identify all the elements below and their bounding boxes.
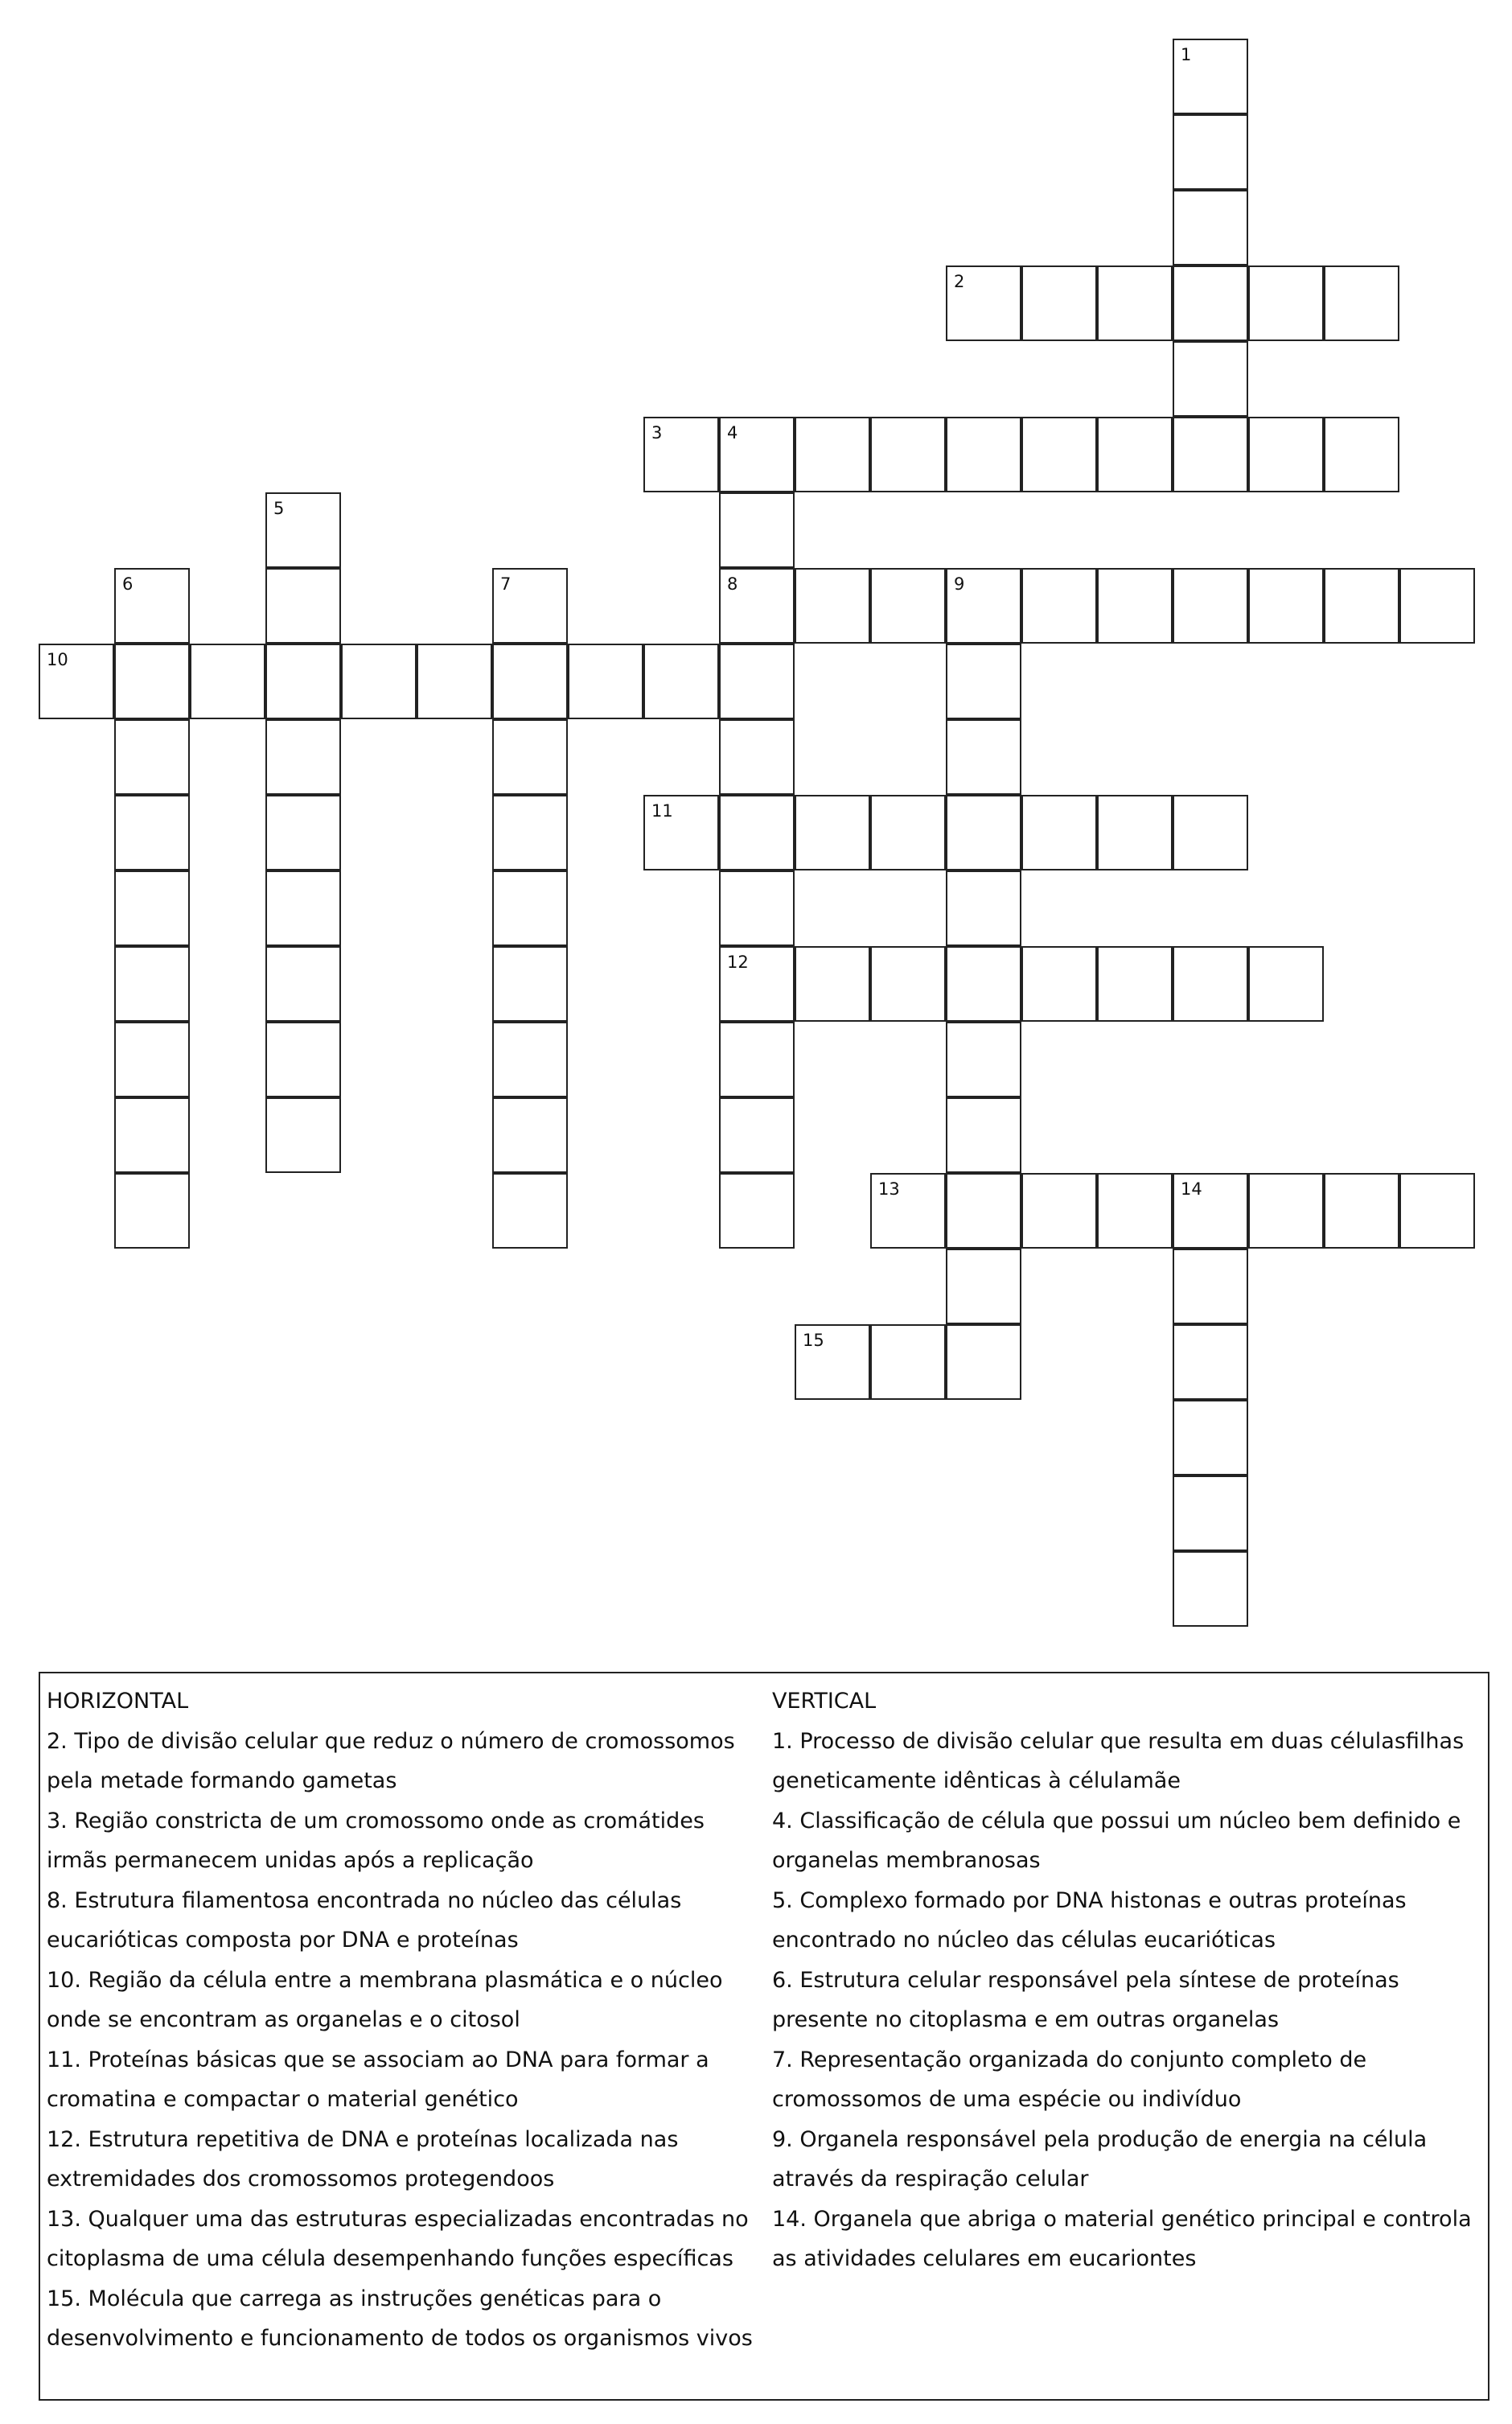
- grid-cell[interactable]: [1173, 341, 1248, 417]
- vertical-clues-title: VERTICAL: [772, 1689, 877, 1714]
- clue-horizontal-12: 12. Estrutura repetitiva de DNA e proteínas localizada nas extremidades dos cromossomos protegendoos: [47, 2126, 679, 2191]
- grid-cell[interactable]: [114, 644, 190, 719]
- grid-cell[interactable]: [114, 568, 190, 644]
- grid-cell[interactable]: [946, 719, 1021, 795]
- grid-cell[interactable]: [1173, 39, 1248, 114]
- grid-cell[interactable]: [1097, 795, 1173, 870]
- grid-cell[interactable]: [417, 644, 492, 719]
- grid-cell[interactable]: [719, 644, 795, 719]
- grid-cell[interactable]: [795, 1324, 870, 1400]
- grid-cell[interactable]: [265, 1022, 341, 1097]
- grid-cell[interactable]: [1173, 1249, 1248, 1324]
- grid-cell[interactable]: [870, 946, 946, 1022]
- grid-cell[interactable]: [1097, 1173, 1173, 1249]
- clue-number-label: 5: [273, 499, 285, 518]
- grid-cell[interactable]: [719, 417, 795, 492]
- grid-cell[interactable]: [265, 795, 341, 870]
- grid-cell[interactable]: [492, 1097, 568, 1173]
- grid-cell[interactable]: [870, 1173, 946, 1249]
- grid-cell[interactable]: [1021, 946, 1097, 1022]
- grid-cell[interactable]: [946, 1022, 1021, 1097]
- grid-cell[interactable]: [1324, 265, 1399, 341]
- grid-cell[interactable]: [946, 870, 1021, 946]
- clue-number-label: 4: [727, 423, 738, 442]
- grid-cell[interactable]: [1173, 1475, 1248, 1551]
- clue-number-label: 2: [954, 272, 965, 291]
- grid-cell[interactable]: [265, 568, 341, 644]
- grid-cell[interactable]: [1324, 1173, 1399, 1249]
- grid-cell[interactable]: [114, 870, 190, 946]
- grid-cell[interactable]: [1248, 946, 1324, 1022]
- grid-cell[interactable]: [946, 417, 1021, 492]
- grid-cell[interactable]: [1248, 417, 1324, 492]
- grid-cell[interactable]: [1021, 417, 1097, 492]
- grid-cell[interactable]: [265, 1097, 341, 1173]
- grid-cell[interactable]: [492, 795, 568, 870]
- clue-vertical-4: 4. Classificação de célula que possui um núcleo bem definido e organelas membranosas: [772, 1808, 1461, 1873]
- grid-cell[interactable]: [719, 492, 795, 568]
- clue-number-label: 11: [651, 801, 673, 821]
- grid-cell[interactable]: [492, 870, 568, 946]
- clue-vertical-7: 7. Representação organizada do conjunto completo de cromossomos de uma espécie ou indivíduo: [772, 2047, 1367, 2112]
- grid-cell[interactable]: [1173, 1400, 1248, 1475]
- clue-number-label: 14: [1181, 1179, 1202, 1199]
- clue-horizontal-15: 15. Molécula que carrega as instruções genéticas para o desenvolvimento e funcionamento de todos os organismos vivos: [47, 2286, 753, 2351]
- grid-cell[interactable]: [341, 644, 417, 719]
- grid-cell[interactable]: [1173, 1551, 1248, 1627]
- grid-cell[interactable]: [1097, 265, 1173, 341]
- grid-cell[interactable]: [795, 568, 870, 644]
- grid-cell[interactable]: [946, 265, 1021, 341]
- clue-vertical-1: 1. Processo de divisão celular que resulta em duas célulasfilhas geneticamente idênticas à célulamãe: [772, 1728, 1465, 1793]
- grid-cell[interactable]: [870, 568, 946, 644]
- grid-cell[interactable]: [946, 1097, 1021, 1173]
- grid-cell[interactable]: [795, 946, 870, 1022]
- grid-cell[interactable]: [265, 870, 341, 946]
- grid-cell[interactable]: [1097, 946, 1173, 1022]
- grid-cell[interactable]: [492, 946, 568, 1022]
- clue-number-label: 1: [1181, 45, 1192, 64]
- grid-cell[interactable]: [946, 1173, 1021, 1249]
- grid-cell[interactable]: [39, 644, 114, 719]
- grid-cell[interactable]: [946, 1249, 1021, 1324]
- grid-cell[interactable]: [1021, 265, 1097, 341]
- grid-cell[interactable]: [492, 719, 568, 795]
- horizontal-clues: [47, 1681, 770, 2359]
- grid-cell[interactable]: [719, 946, 795, 1022]
- clue-horizontal-11: 11. Proteínas básicas que se associam ao DNA para formar a cromatina e compactar o material genético: [47, 2047, 709, 2112]
- grid-cell[interactable]: [114, 1097, 190, 1173]
- grid-cell[interactable]: [1021, 795, 1097, 870]
- grid-cell[interactable]: [946, 1324, 1021, 1400]
- clue-vertical-9: 9. Organela responsável pela produção de energia na célula através da respiração celular: [772, 2126, 1428, 2191]
- clue-number-label: 12: [727, 953, 749, 972]
- clue-number-label: 15: [803, 1331, 824, 1350]
- clue-number-label: 8: [727, 574, 738, 594]
- grid-cell[interactable]: [643, 417, 719, 492]
- clue-number-label: 10: [47, 650, 68, 669]
- grid-cell[interactable]: [946, 568, 1021, 644]
- grid-cell[interactable]: [1173, 190, 1248, 265]
- grid-cell[interactable]: [1021, 1173, 1097, 1249]
- grid-cell[interactable]: [492, 1173, 568, 1249]
- clue-horizontal-2: 2. Tipo de divisão celular que reduz o número de cromossomos pela metade formando gametas: [47, 1728, 735, 1793]
- grid-cell[interactable]: [114, 795, 190, 870]
- grid-cell[interactable]: [870, 795, 946, 870]
- grid-cell[interactable]: [946, 946, 1021, 1022]
- grid-cell[interactable]: [265, 644, 341, 719]
- grid-cell[interactable]: [492, 1022, 568, 1097]
- grid-cell[interactable]: [1173, 568, 1248, 644]
- clue-number-label: 7: [500, 574, 512, 594]
- grid-cell[interactable]: [265, 492, 341, 568]
- grid-cell[interactable]: [114, 719, 190, 795]
- clues-box: [39, 1672, 1489, 2401]
- grid-cell[interactable]: [1097, 568, 1173, 644]
- grid-cell[interactable]: [265, 946, 341, 1022]
- grid-cell[interactable]: [1173, 417, 1248, 492]
- grid-cell[interactable]: [1173, 1173, 1248, 1249]
- clue-number-label: 6: [122, 574, 134, 594]
- grid-cell[interactable]: [265, 719, 341, 795]
- grid-cell[interactable]: [719, 568, 795, 644]
- grid-cell[interactable]: [946, 644, 1021, 719]
- grid-cell[interactable]: [1173, 795, 1248, 870]
- grid-cell[interactable]: [643, 795, 719, 870]
- clue-vertical-14: 14. Organela que abriga o material genético principal e controla as atividades celulares em eucariontes: [772, 2206, 1472, 2271]
- grid-cell[interactable]: [1021, 568, 1097, 644]
- grid-cell[interactable]: [870, 1324, 946, 1400]
- grid-cell[interactable]: [719, 1022, 795, 1097]
- grid-cell[interactable]: [719, 1097, 795, 1173]
- grid-cell[interactable]: [114, 1173, 190, 1249]
- grid-cell[interactable]: [719, 870, 795, 946]
- clue-horizontal-8: 8. Estrutura filamentosa encontrada no núcleo das células eucarióticas composta por DNA e proteínas: [47, 1887, 682, 1953]
- clue-number-label: 13: [878, 1179, 900, 1199]
- grid-cell[interactable]: [1097, 417, 1173, 492]
- grid-cell[interactable]: [190, 644, 265, 719]
- grid-cell[interactable]: [1248, 1173, 1324, 1249]
- grid-cell[interactable]: [1173, 946, 1248, 1022]
- grid-cell[interactable]: [1248, 568, 1324, 644]
- clue-number-label: 3: [651, 423, 663, 442]
- clue-horizontal-10: 10. Região da célula entre a membrana plasmática e o núcleo onde se encontram as organelas e o citosol: [47, 1967, 723, 2032]
- grid-cell[interactable]: [1324, 417, 1399, 492]
- grid-cell[interactable]: [1173, 114, 1248, 190]
- grid-cell[interactable]: [492, 568, 568, 644]
- horizontal-clues-title: HORIZONTAL: [47, 1689, 189, 1714]
- clue-vertical-6: 6. Estrutura celular responsável pela síntese de proteínas presente no citoplasma e em outras organelas: [772, 1967, 1399, 2032]
- grid-cell[interactable]: [643, 644, 719, 719]
- grid-cell[interactable]: [1324, 568, 1399, 644]
- clue-horizontal-3: 3. Região constricta de um cromossomo onde as cromátides irmãs permanecem unidas após a replicação: [47, 1808, 705, 1873]
- grid-cell[interactable]: [719, 795, 795, 870]
- grid-cell[interactable]: [1173, 1324, 1248, 1400]
- clue-horizontal-13: 13. Qualquer uma das estruturas especializadas encontradas no citoplasma de uma célula desempenhando funções específicas: [47, 2206, 749, 2271]
- grid-cell[interactable]: [719, 1173, 795, 1249]
- grid-cell[interactable]: [1399, 568, 1475, 644]
- grid-cell[interactable]: [795, 417, 870, 492]
- grid-cell[interactable]: [946, 795, 1021, 870]
- clue-vertical-5: 5. Complexo formado por DNA histonas e outras proteínas encontrado no núcleo das células eucarióticas: [772, 1887, 1407, 1953]
- grid-cell[interactable]: [114, 946, 190, 1022]
- grid-cell[interactable]: [1399, 1173, 1475, 1249]
- grid-cell[interactable]: [568, 644, 643, 719]
- grid-cell[interactable]: [114, 1022, 190, 1097]
- grid-cell[interactable]: [1173, 265, 1248, 341]
- grid-cell[interactable]: [795, 795, 870, 870]
- vertical-clues: [772, 1681, 1480, 2279]
- grid-cell[interactable]: [870, 417, 946, 492]
- clue-number-label: 9: [954, 574, 965, 594]
- grid-cell[interactable]: [492, 644, 568, 719]
- grid-cell[interactable]: [1248, 265, 1324, 341]
- grid-cell[interactable]: [719, 719, 795, 795]
